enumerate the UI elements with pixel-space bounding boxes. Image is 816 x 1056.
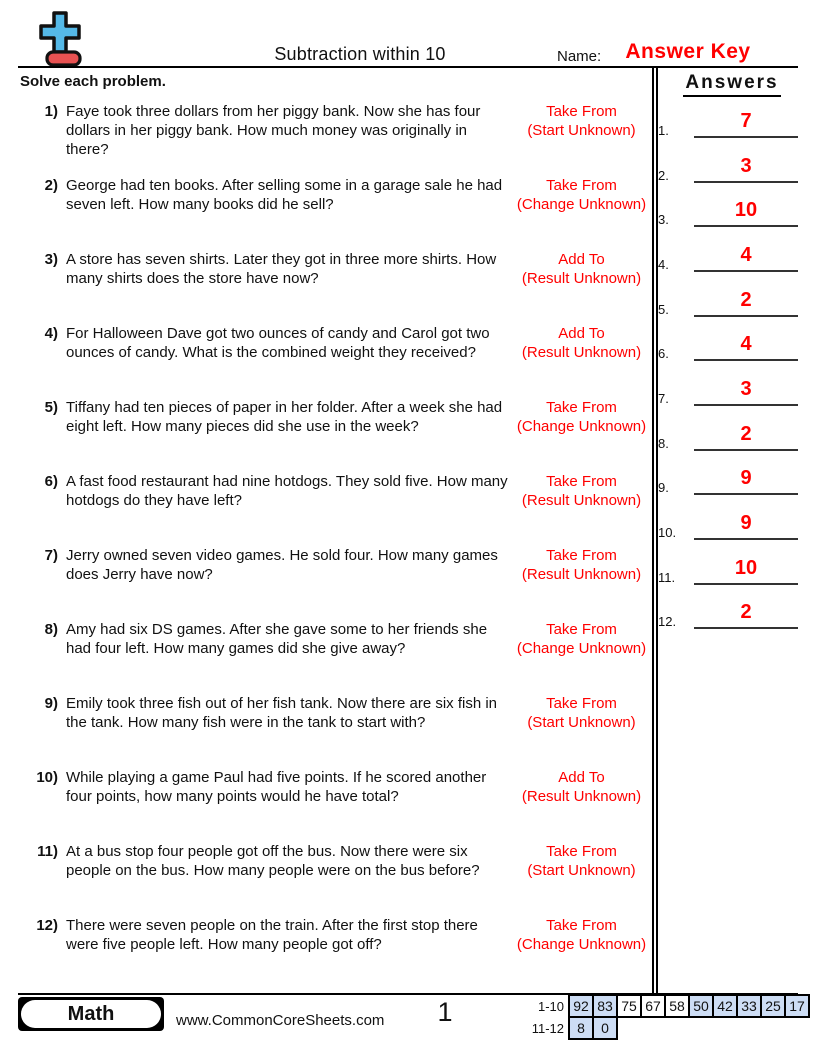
score-cell: 0 bbox=[593, 1017, 617, 1039]
problem-text: Jerry owned seven video games. He sold four. How many games does Jerry have now? bbox=[66, 547, 498, 583]
problem-item bbox=[28, 472, 652, 510]
answer-row bbox=[658, 595, 798, 629]
problem-type-label bbox=[511, 546, 652, 584]
problem-text: For Halloween Dave got two ounces of candy and Carol got two ounces of candy. What is the combined weight they received? bbox=[66, 325, 490, 361]
problem-text: At a bus stop four people got off the bus. Now there were six people on the bus. How many people were on the bus before? bbox=[66, 843, 480, 879]
answer-value: 9 bbox=[740, 467, 752, 489]
score-cell: 92 bbox=[569, 995, 593, 1017]
instructions-label: Solve each problem. bbox=[20, 73, 166, 90]
problem-number: 8) bbox=[44, 621, 58, 638]
answer-value: 4 bbox=[740, 244, 752, 266]
problem-item bbox=[28, 102, 652, 159]
answer-row bbox=[658, 283, 798, 317]
problem-number: 7) bbox=[44, 547, 58, 564]
answer-row bbox=[658, 104, 798, 138]
answer-blank bbox=[694, 244, 798, 272]
answer-number: 11. bbox=[658, 570, 676, 585]
problem-number: 4) bbox=[44, 325, 58, 342]
problem-item bbox=[28, 768, 652, 806]
problem-type-label bbox=[511, 694, 652, 732]
problem-type-name: Take From bbox=[546, 621, 617, 638]
answer-blank bbox=[694, 423, 798, 451]
answer-row bbox=[658, 372, 798, 406]
answer-value: 2 bbox=[740, 601, 752, 623]
score-cell: 50 bbox=[689, 995, 713, 1017]
problem-type-variant: (Result Unknown) bbox=[521, 344, 642, 361]
score-cell: 75 bbox=[617, 995, 641, 1017]
answer-blank bbox=[694, 155, 798, 183]
answer-number: 6. bbox=[658, 346, 669, 361]
page-title: Subtraction within 10 bbox=[274, 44, 446, 64]
answer-number: 5. bbox=[658, 302, 669, 317]
problem-type-variant: (Result Unknown) bbox=[521, 270, 642, 287]
answer-row bbox=[658, 193, 798, 227]
problem-type-variant: (Start Unknown) bbox=[527, 122, 636, 139]
problem-item bbox=[28, 694, 652, 732]
problem-type-variant: (Start Unknown) bbox=[527, 714, 636, 731]
answer-blank bbox=[694, 199, 798, 227]
answer-number: 4. bbox=[658, 257, 669, 272]
website-link: www.CommonCoreSheets.com bbox=[176, 1012, 385, 1029]
problem-type-name: Take From bbox=[546, 547, 617, 564]
problem-number: 5) bbox=[44, 399, 58, 416]
answer-value: 10 bbox=[734, 557, 758, 579]
problem-text: There were seven people on the train. After the first stop there were five people left. How many people got off? bbox=[66, 917, 478, 953]
answer-value: 2 bbox=[740, 423, 752, 445]
problem-type-name: Take From bbox=[546, 473, 617, 490]
problem-text: Tiffany had ten pieces of paper in her folder. After a week she had eight left. How many pieces did she use in the week? bbox=[66, 399, 503, 435]
problem-type-name: Take From bbox=[546, 917, 617, 934]
problem-text: Amy had six DS games. After she gave some to her friends she had four left. How many games did she give away? bbox=[66, 621, 488, 657]
problem-type-label bbox=[511, 916, 652, 954]
score-table bbox=[528, 994, 810, 1040]
answer-blank bbox=[694, 601, 798, 629]
score-row bbox=[528, 995, 809, 1017]
answer-blank bbox=[694, 378, 798, 406]
problem-type-label bbox=[511, 472, 652, 510]
problem-type-label bbox=[511, 398, 652, 436]
score-cell: 42 bbox=[713, 995, 737, 1017]
problem-number: 10) bbox=[36, 769, 58, 786]
answer-value: 3 bbox=[740, 155, 752, 177]
answer-row bbox=[658, 149, 798, 183]
answer-value: 7 bbox=[740, 110, 752, 132]
problem-type-variant: (Change Unknown) bbox=[516, 196, 647, 213]
problem-number: 2) bbox=[44, 177, 58, 194]
problem-type-label bbox=[511, 768, 652, 806]
problem-item bbox=[28, 398, 652, 436]
answer-value: 2 bbox=[740, 289, 752, 311]
problem-item bbox=[28, 620, 652, 658]
answer-number: 7. bbox=[658, 391, 669, 406]
problem-item bbox=[28, 842, 652, 880]
answer-number: 12. bbox=[658, 614, 677, 629]
page-number: 1 bbox=[437, 997, 453, 1027]
answer-row bbox=[658, 417, 798, 451]
problem-type-name: Add To bbox=[558, 769, 605, 786]
problem-type-variant: (Result Unknown) bbox=[521, 492, 642, 509]
plus-minus-logo-icon bbox=[36, 10, 84, 73]
score-cell: 17 bbox=[785, 995, 809, 1017]
problem-text: Emily took three fish out of her fish tank. Now there are six fish in the tank. How many fish were in the tank to start with? bbox=[66, 695, 498, 731]
score-cell: 8 bbox=[569, 1017, 593, 1039]
problem-text: Faye took three dollars from her piggy bank. Now she has four dollars in her piggy bank. How much money was originally in there? bbox=[66, 103, 481, 158]
score-cell: 25 bbox=[761, 995, 785, 1017]
problem-number: 12) bbox=[36, 917, 58, 934]
answer-blank bbox=[694, 289, 798, 317]
header-divider bbox=[18, 66, 798, 68]
score-range-label: 11-12 bbox=[531, 1020, 564, 1036]
problem-text: A store has seven shirts. Later they got in three more shirts. How many shirts does the store have now? bbox=[66, 251, 497, 287]
answer-row bbox=[658, 461, 798, 495]
answers-title: Answers bbox=[662, 72, 802, 97]
problem-item bbox=[28, 250, 652, 288]
answer-value: 3 bbox=[740, 378, 752, 400]
answer-number: 8. bbox=[658, 436, 669, 451]
answer-value: 10 bbox=[734, 199, 758, 221]
problem-text: George had ten books. After selling some in a garage sale he had seven left. How many books did he sell? bbox=[66, 177, 503, 213]
problem-type-name: Take From bbox=[546, 843, 617, 860]
answer-number: 2. bbox=[658, 168, 669, 183]
answer-blank bbox=[694, 333, 798, 361]
problem-type-name: Take From bbox=[546, 103, 617, 120]
subject-label: Math bbox=[21, 1000, 161, 1028]
answer-number: 10. bbox=[658, 525, 677, 540]
problem-type-variant: (Change Unknown) bbox=[516, 936, 647, 953]
problem-type-name: Take From bbox=[546, 695, 617, 712]
answer-key-label: Answer Key bbox=[625, 40, 751, 63]
name-label: Name: bbox=[557, 48, 602, 65]
problem-item bbox=[28, 916, 652, 954]
problem-number: 11) bbox=[37, 843, 58, 860]
problem-text: While playing a game Paul had five points. If he scored another four points, how many points would he have total? bbox=[66, 769, 487, 805]
answer-number: 9. bbox=[658, 480, 669, 495]
answer-number: 1. bbox=[658, 123, 669, 138]
problem-item bbox=[28, 546, 652, 584]
problem-item bbox=[28, 176, 652, 214]
answer-value: 9 bbox=[740, 512, 752, 534]
answer-blank bbox=[694, 467, 798, 495]
answer-row bbox=[658, 327, 798, 361]
problem-type-variant: (Result Unknown) bbox=[521, 566, 642, 583]
problem-number: 6) bbox=[44, 473, 58, 490]
score-row bbox=[528, 1017, 809, 1039]
answer-number: 3. bbox=[658, 212, 669, 227]
answer-row bbox=[658, 238, 798, 272]
score-cell: 33 bbox=[737, 995, 761, 1017]
problem-type-label bbox=[511, 842, 652, 880]
problem-type-variant: (Result Unknown) bbox=[521, 788, 642, 805]
score-cell: 67 bbox=[641, 995, 665, 1017]
problem-number: 1) bbox=[44, 103, 58, 120]
score-cell: 83 bbox=[593, 995, 617, 1017]
score-range-label: 1-10 bbox=[537, 998, 564, 1014]
answer-blank bbox=[694, 110, 798, 138]
answer-row bbox=[658, 506, 798, 540]
problem-type-name: Take From bbox=[546, 399, 617, 416]
problem-number: 9) bbox=[44, 695, 58, 712]
problem-type-label bbox=[511, 102, 652, 140]
problem-type-variant: (Start Unknown) bbox=[527, 862, 636, 879]
score-cell: 58 bbox=[665, 995, 689, 1017]
problem-type-label bbox=[511, 620, 652, 658]
problem-type-label bbox=[511, 176, 652, 214]
answer-value: 4 bbox=[740, 333, 752, 355]
problem-type-name: Take From bbox=[546, 177, 617, 194]
answer-row bbox=[658, 551, 798, 585]
problem-number: 3) bbox=[44, 251, 58, 268]
answer-blank bbox=[694, 557, 798, 585]
subject-badge bbox=[18, 997, 164, 1031]
problem-type-name: Add To bbox=[558, 325, 605, 342]
problem-type-label bbox=[511, 324, 652, 362]
problem-type-name: Add To bbox=[558, 251, 605, 268]
problem-type-variant: (Change Unknown) bbox=[516, 640, 647, 657]
problem-text: A fast food restaurant had nine hotdogs. They sold five. How many hotdogs do they have left? bbox=[66, 473, 508, 509]
answer-blank bbox=[694, 512, 798, 540]
problem-type-variant: (Change Unknown) bbox=[516, 418, 647, 435]
problem-item bbox=[28, 324, 652, 362]
problem-type-label bbox=[511, 250, 652, 288]
